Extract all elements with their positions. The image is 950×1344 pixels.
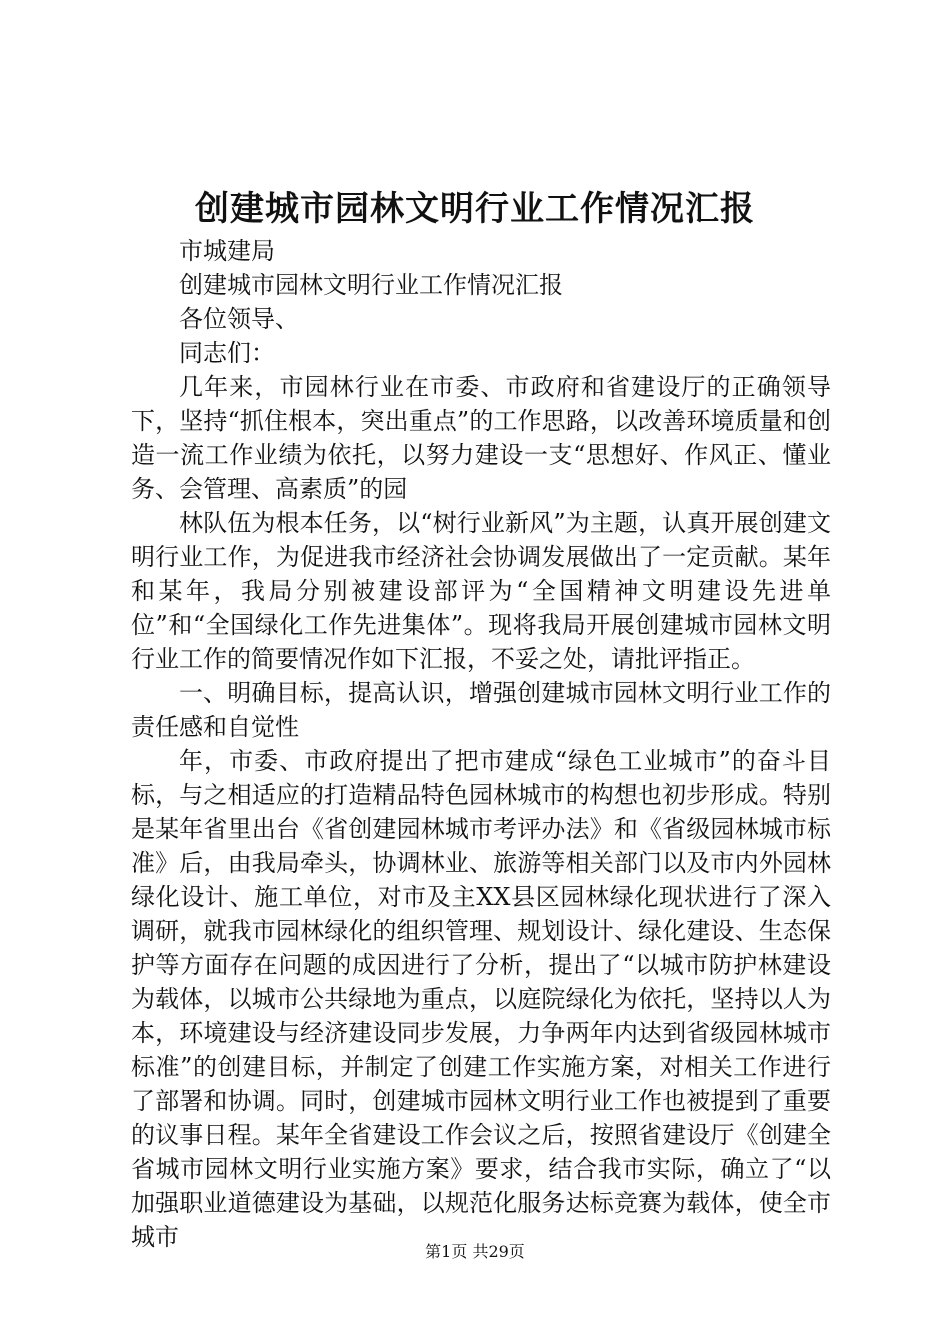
body-paragraph: 几年来，市园林行业在市委、市政府和省建设厅的正确领导下，坚持“抓住根本，突出重点”的工作思路，以改善环境质量和创造一流工作业绩为依托，以努力建设一支“思想好、作风正、懂业务、会管理、高素质”的园	[131, 373, 831, 503]
salutation-line: 同志们：	[179, 339, 275, 367]
author-line: 市城建局	[179, 237, 275, 265]
document-title: 创建城市园林文明行业工作情况汇报	[195, 189, 755, 229]
body-paragraph: 年，市委、市政府提出了把市建成“绿色工业城市”的奋斗目标，与之相适应的打造精品特色园林城市的构想也初步形成。特别是某年省里出台《省创建园林城市考评办法》和《省级园林城市标准》后，由我局牵头，协调林业、旅游等相关部门以及市内外园林绿化设计、施工单位，对市及主XX县区园林绿化现状进行了深入调研，就我市园林绿化的组织管理、规划设计、绿化建设、生态保护等方面存在问题的成因进行了分析，提出了“以城市防护林建设为载体，以城市公共绿地为重点，以庭院绿化为依托，坚持以人为本，环境建设与经济建设同步发展，力争两年内达到省级园林城市标准”的创建目标，并制定了创建工作实施方案，对相关工作进行了部署和协调。同时，创建城市园林文明行业工作也被提到了重要的议事日程。某年全省建设工作会议之后，按照省建设厅《创建全省城市园林文明行业实施方案》要求，结合我市实际，确立了“以加强职业道德建设为基础，以规范化服务达标竞赛为载体，使全市城市	[131, 747, 831, 1251]
page-number: 第1页 共29页	[425, 1242, 525, 1261]
body-paragraph: 林队伍为根本任务，以“树行业新风”为主题，认真开展创建文明行业工作，为促进我市经济社会协调发展做出了一定贡献。某年和某年，我局分别被建设部评为“全国精神文明建设先进单位”和“全国绿化工作先进集体”。现将我局开展创建城市园林文明行业工作的简要情况作如下汇报，不妥之处，请批评指正。	[131, 509, 831, 673]
document-body	[131, 234, 831, 1254]
salutation-line: 各位领导、	[179, 305, 299, 333]
section-heading: 一、明确目标，提高认识，增强创建城市园林文明行业工作的责任感和自觉性	[131, 679, 831, 741]
subtitle-line: 创建城市园林文明行业工作情况汇报	[179, 271, 563, 299]
